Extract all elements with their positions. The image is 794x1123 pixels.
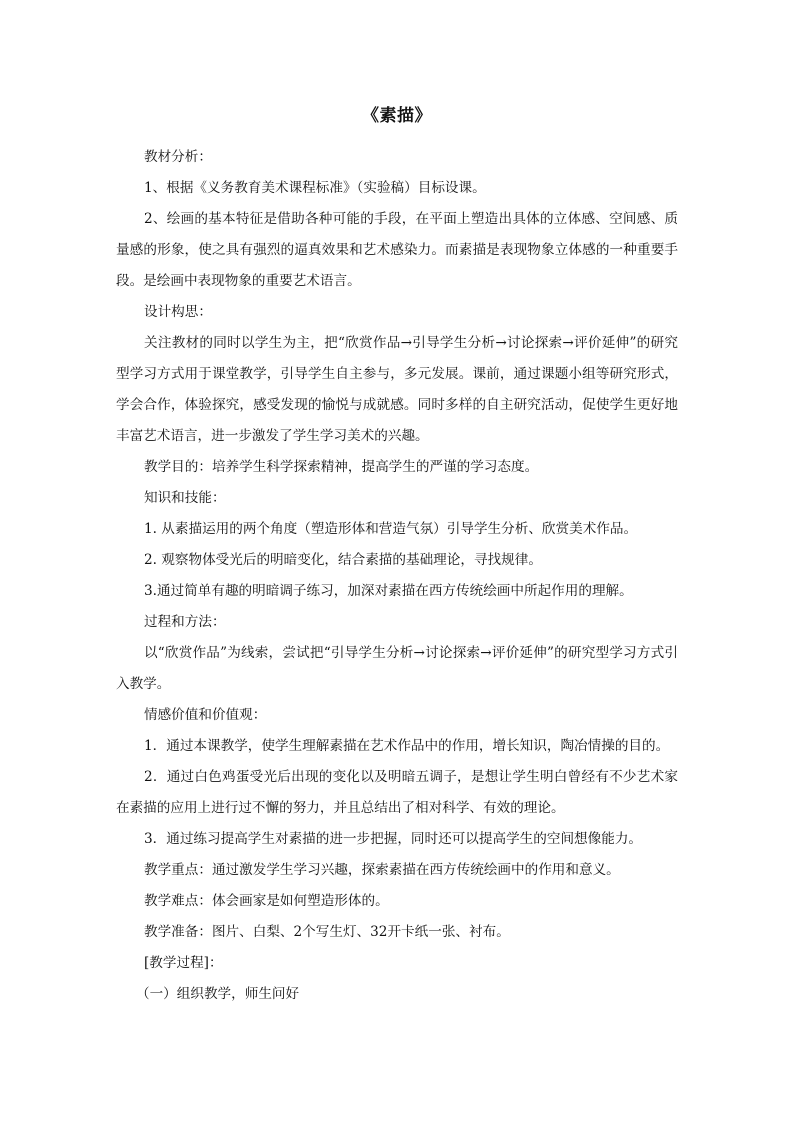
paragraph-teaching-goal: 教学目的：培养学生科学探索精神，提高学生的严谨的学习态度。 <box>144 459 539 475</box>
heading-emotion-values: 情感价值和价值观： <box>144 707 267 723</box>
list-item-knowledge-1: 1. 从素描运用的两个角度（塑造形体和营造气氛）引导学生分析、欣赏美术作品。 <box>144 521 638 537</box>
heading-knowledge-skills: 知识和技能： <box>144 490 226 506</box>
paragraph-preparation: 教学准备：图片、白梨、2个写生灯、32开卡纸一张、衬布。 <box>144 924 510 940</box>
list-item-emotion-2: 2．通过白色鸡蛋受光后出现的变化以及明暗五调子，是想让学生明白曾经有不少艺术家在素描的应用上进行过不懈的努力，并且总结出了相对科学、有效的理论。 <box>116 769 678 816</box>
list-item-knowledge-3: 3.通过简单有趣的明暗调子练习，加深对素描在西方传统绘画中所起作用的理解。 <box>144 583 633 599</box>
heading-process-method: 过程和方法： <box>144 614 226 630</box>
heading-design-concept: 设计构思： <box>144 304 212 320</box>
paragraph-difficulties: 教学难点：体会画家是如何塑造形体的。 <box>144 893 389 909</box>
document-title: 《素描》 <box>362 106 432 126</box>
paragraph-curriculum-standard: 1、根据《义务教育美术课程标准》（实验稿）目标设课。 <box>144 180 486 196</box>
list-item-emotion-3: 3．通过练习提高学生对素描的进一步把握，同时还可以提高学生的空间想像能力。 <box>144 831 643 847</box>
heading-textbook-analysis: 教材分析： <box>144 149 212 165</box>
heading-teaching-process: [教学过程]： <box>144 955 223 971</box>
paragraph-key-points: 教学重点：通过激发学生学习兴趣，探索素描在西方传统绘画中的作用和意义。 <box>144 862 620 878</box>
paragraph-process-method: 以“欣赏作品”为线索，尝试把“引导学生分析→讨论探索→评价延伸”的研究型学习方式引入教学。 <box>116 645 678 692</box>
document-body <box>116 104 678 1010</box>
list-item-knowledge-2: 2. 观察物体受光后的明暗变化，结合素描的基础理论，寻找规律。 <box>144 552 542 568</box>
list-item-emotion-1: 1．通过本课教学，使学生理解素描在艺术作品中的作用，增长知识，陶冶情操的目的。 <box>144 738 670 754</box>
paragraph-painting-features: 2、绘画的基本特征是借助各种可能的手段，在平面上塑造出具体的立体感、空间感、质量感的形象，使之具有强烈的逼真效果和艺术感染力。而素描是表现物象立体感的一种重要手段。是绘画中表现物象的重要艺术语言。 <box>116 211 678 289</box>
list-item-organize-class: （一）组织教学，师生问好 <box>136 986 300 1002</box>
paragraph-design-concept: 关注教材的同时以学生为主，把“欣赏作品→引导学生分析→讨论探索→评价延伸”的研究型学习方式用于课堂教学，引导学生自主参与，多元发展。课前，通过课题小组等研究形式，学会合作，体验探究，感受发现的愉悦与成就感。同时多样的自主研究活动，促使学生更好地丰富艺术语言，进一步激发了学生学习美术的兴趣。 <box>116 335 678 444</box>
